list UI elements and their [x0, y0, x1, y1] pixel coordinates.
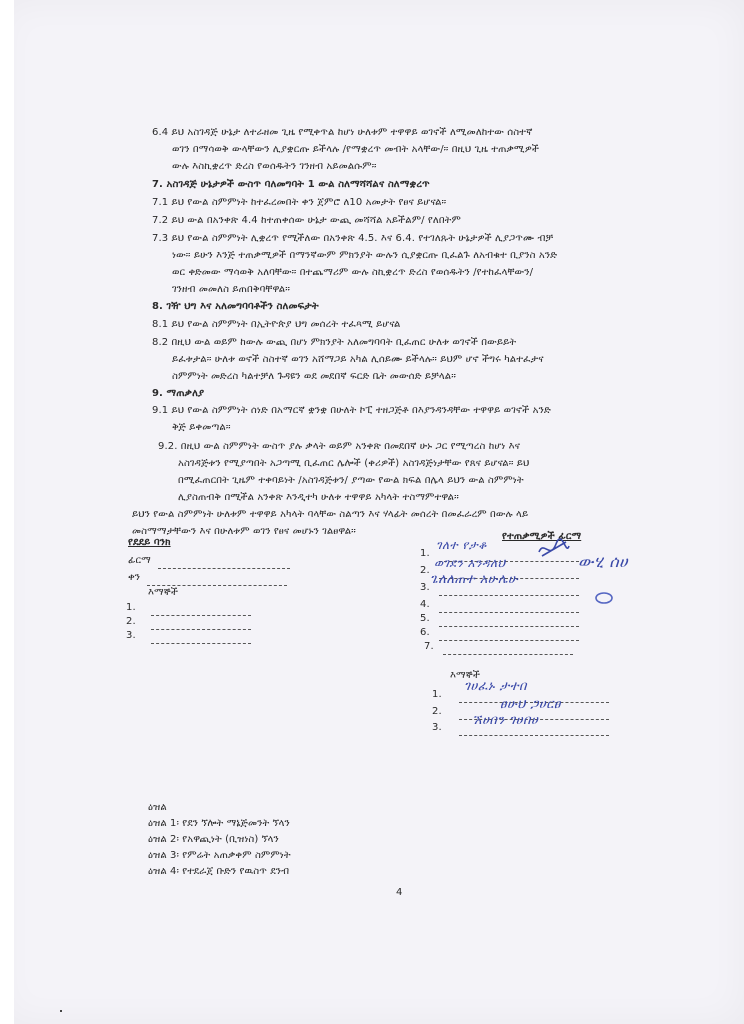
clause-9-2-line-2: አስገዳጅቱን የሚያጣበት አጋጣሚ ቢፈጠር ሌሎች (ቀሪዎች) አስገዳጅነታቸው የጸና ይሆናል። ይህ [178, 458, 530, 469]
annex-title: ዕዝል [148, 802, 167, 813]
clause-7-1: 7.1 ይህ የውል ስምምነት ከተፈረመበት ቀን ጀምሮ ለ10 አመታት የፀና ይሆናል። [152, 197, 447, 208]
clause-8-2-line-3: ስምምነት መድረስ ካልተቻለ ጉዳዩን ወደ መደበኛ ፍርድ ቤት መውሰድ ይቻላል። [172, 371, 456, 382]
clause-7-3-line-2: ነው። ይሁን እንጅ ተጠቃሚዎች በማንኛውም ምክንያት ውሉን ሲያቋርጡ ቢፈልጉ ለአብቁተ ቢያንስ አንድ [172, 250, 558, 261]
left-witness-number-2: 2. [126, 616, 136, 627]
page-number: 4 [396, 887, 403, 898]
left-witness-number-1: 1. [126, 602, 136, 613]
user-number-3: 3. [420, 582, 430, 593]
user-number-4: 4. [420, 599, 430, 610]
right-witness-number-1: 1. [432, 689, 442, 700]
user-number-5: 5. [420, 613, 430, 624]
user-signature-3: ጌለለጠተ አሁሌሁ [430, 572, 519, 587]
annex-item-2: ዕዝል 2፡ የአዋጪነት (ቢዝነስ) ኘላን [148, 834, 279, 845]
clause-6-4-line-3: ውሉ እስኪቋረጥ ድረስ የወሰዱትን ገንዘብ አይመልሱም። [172, 161, 377, 172]
closing-line-2: መስማማታቸውን እና በሁለቱም ወገን የፀና መሆኑን ገልፀዋል። [132, 526, 356, 537]
section-9-heading: 9. ማጠቃለያ [152, 388, 205, 399]
right-witness-number-2: 2. [432, 706, 442, 717]
left-witness-number-3: 3. [126, 630, 136, 641]
clause-7-2: 7.2 ይህ ውል በአንቀጽ 4.4 ከተጠቀሰው ሁኔታ ውጪ መሻሻል አይችልም/ የለበትም [152, 215, 461, 226]
ink-blot-icon [592, 590, 616, 606]
clause-7-3-line-4: ገንዘብ መመለስ ይጠበቅባቸዋል። [172, 284, 290, 295]
clause-8-2-line-2: ይፈቱታል። ሁለቱ ወኖች ስስተኛ ወገን አሸማጋይ አካል ሊሰይሙ ይችላሉ። ይህም ሆኖ ችግሩ ካልተፈታና [172, 354, 544, 365]
clause-9-1-line-1: 9.1 ይህ የውል ስምምነት ሰነድ በአማርኛ ቋንቋ በሁለት ኮፒ ተዘጋጅቶ በእያንዳንዳቸው ተዋዋይ ወገኖች አንድ [152, 405, 551, 416]
clause-7-3-line-3: ወር ቀድመው ማሳወቅ አለባቸው። በተጨማሪም ውሉ ስኪቋረጥ ድረስ የወሰዱትን /የተከፈላቸውን/ [172, 267, 534, 278]
bank-signature-row [128, 552, 290, 569]
clause-6-4-line-1: 6.4 ይህ አስገዳጅ ሁኔታ ለተራዘመ ጊዜ የሚቀጥል ከሆነ ሁለቱም ተዋዋይ ወገኖች ለሚመለከተው ሰስተኛ [152, 127, 533, 138]
right-witnesses-title: እማኞች [450, 670, 480, 681]
clause-9-2-line-3: በሚፈጠርበት ጊዜም ተቀባይነት /አስገዳጅቱን/ ያጣው የውል ክፍል በሌላ ይህን ውል ስምምነት [178, 475, 524, 486]
witness-signature-2: ፀሁህ ጋሀርፀ [500, 697, 561, 712]
section-8-heading: 8. ገዥ ህግ እና አለመግባባቶችን ስለመፍታት [152, 301, 319, 312]
section-7-heading: 7. አስገዳጅ ሁኔታዎች ውስጥ ባለመግባት 1 ውል ስለማሻሻልና ስለማቋረጥ [152, 179, 430, 190]
scan-speck [60, 1010, 62, 1012]
bank-signature-line [158, 557, 290, 569]
bank-title: የደደይ ባንክ [128, 537, 171, 548]
bank-date-label: ቀን [128, 572, 141, 583]
clause-8-2-line-1: 8.2 በዚህ ውል ወይም ከውሉ ውጪ በሆነ ምክንያት አለመግባባት ቢፈጠር ሁለቱ ወገኖች በውይይት [152, 337, 517, 348]
clause-6-4-line-2: ወገን በማሳወቅ ውላቸውን ሊያቋርጡ ይችላሉ /የማቋረጥ መብት አላቸው/። በዚህ ጊዜ ተጠቃሚዎች [172, 144, 540, 155]
bank-signature-label: ፊርማ [128, 555, 151, 566]
right-witness-number-3: 3. [432, 722, 442, 733]
user-number-2: 2. [420, 565, 430, 576]
clause-9-2-line-1: 9.2. በዚህ ውል ስምምነት ውስጥ ያሉ ቃላት ወይም አንቀጽ በመደበኛ ሁኑ ጋር የሚጣረስ ከሆነ እና [158, 441, 521, 452]
user-number-7: 7. [424, 641, 434, 652]
closing-line-1: ይህን የውል ስምምነት ሁለቱም ተዋዋይ አካላት ባላቸው ስልጣን እና ሃላፊት መሰረት በመፈራረም በውሉ ላይ [132, 509, 529, 520]
user-number-6: 6. [420, 627, 430, 638]
annex-item-1: ዕዝል 1፡ የደን ኘሎት ማኔጅመንት ኘላን [148, 818, 290, 829]
ink-scribble-icon [536, 538, 572, 562]
user-line-7 [443, 643, 573, 655]
user-signature-2: ወገደን እንዳለህ [434, 556, 506, 570]
user-signature-1: ገለተ የታቆ [436, 538, 487, 552]
clause-7-3-line-1: 7.3 ይህ የውል ስምምነት ሊቋረጥ የሚችለው በአንቀጽ 4.5. እና 6.4. የተገለጹት ሁኔታዎች ሊያጋጥሙ ብቻ [152, 233, 554, 244]
clause-8-1: 8.1 ይህ የውል ስምምነት በኢትዮጵያ ህግ መሰረት ተፈጻሚ ይሆናል [152, 319, 401, 330]
scan-edge [0, 0, 14, 1024]
annex-item-4: ዕዝል 4፡ የተደራጀ ቡድን የዉስጥ ደንብ [148, 866, 290, 877]
left-witnesses-title: እማኞች [148, 587, 178, 598]
witness-signature-3: ኧሀበን ገሀበሀ [472, 713, 539, 728]
user-number-1: 1. [420, 548, 430, 559]
left-witness-line-3 [151, 632, 251, 644]
margin-signature: ውሂ ሰሀ [578, 552, 628, 571]
user-row-7 [424, 638, 573, 655]
annex-item-3: ዕዝል 3፡ የምሬት አጠቃቀም ስምምነት [148, 850, 291, 861]
witness-signature-1: ገሀፈኑ ታተበ [464, 679, 527, 694]
clause-9-1-line-2: ቅጅ ይቀመጣል። [172, 422, 231, 433]
left-witness-row-3 [126, 627, 251, 644]
clause-9-2-line-4: ሊያስጠብቅ በሚችል አንቀጽ እንዲተካ ሁለቱ ተዋዋይ አካላት ተስማምተዋል። [178, 492, 459, 503]
users-signature-title: የተጠቃሚዎች ፊርማ [502, 531, 582, 542]
